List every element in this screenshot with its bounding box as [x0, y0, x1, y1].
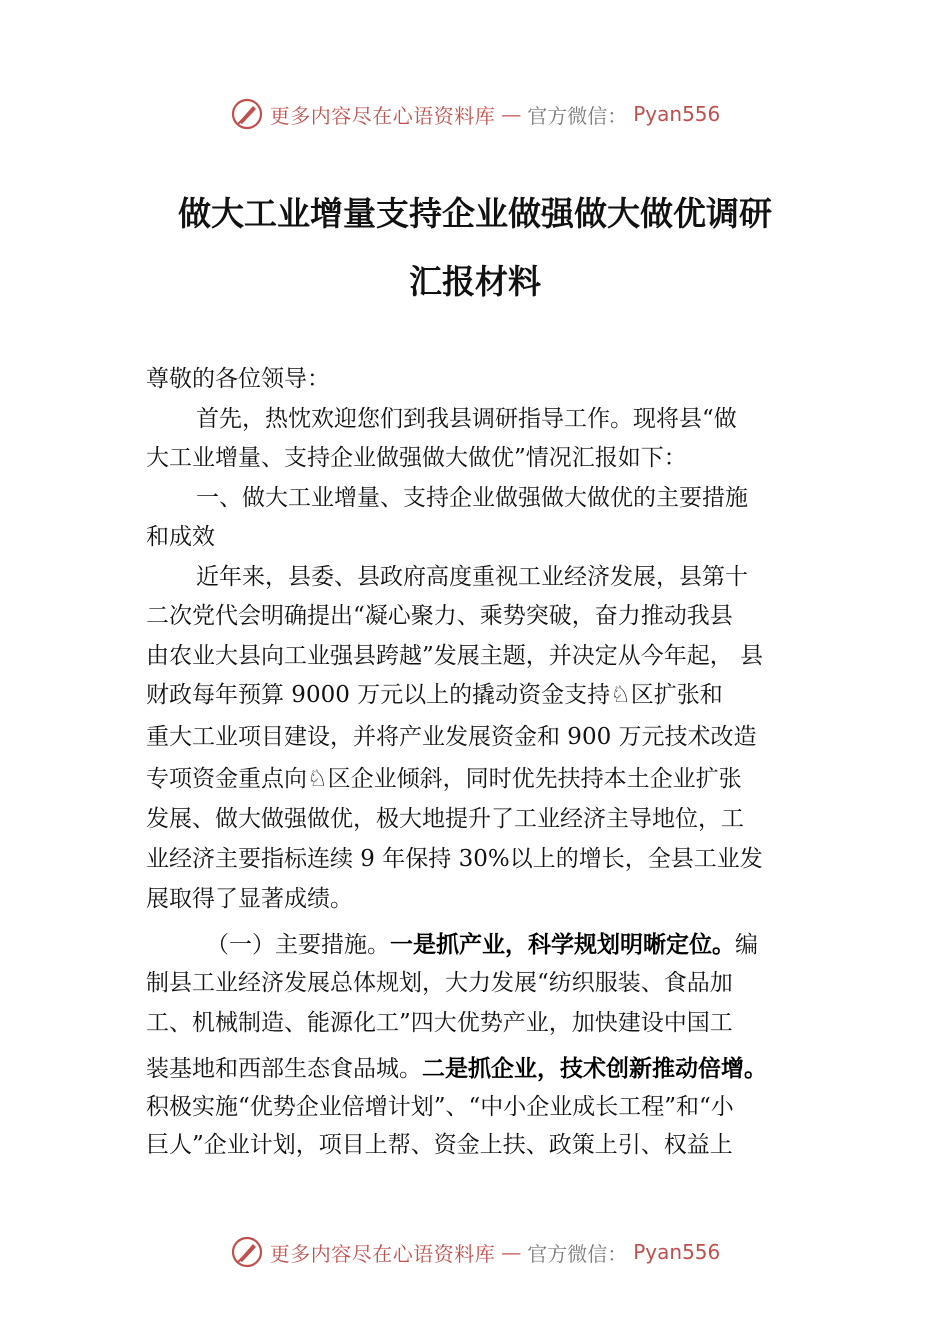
banner-separator: —: [501, 102, 522, 126]
body-line: 首先，热忱欢迎您们到我县调研指导工作。现将县“做: [196, 406, 737, 432]
body-line: 展取得了显著成绩。: [146, 886, 353, 912]
section-heading: 一、做大工业增量、支持企业做强做大做优的主要措施: [196, 485, 748, 511]
banner-handle-label: 官方微信：: [527, 1241, 628, 1266]
banner-handle: Pyan556: [633, 102, 721, 126]
body-line: 发展、做大做强做优，极大地提升了工业经济主导地位，工: [146, 806, 744, 832]
banner-separator: —: [501, 1240, 522, 1264]
body-line: 巨人”企业计划，项目上帮、资金上扶、政策上引、权益上: [146, 1132, 733, 1158]
body-line: 由农业大县向工业强县跨越”发展主题，并决定从今年起， 县: [146, 643, 764, 669]
body-line: 重大工业项目建设，并将产业发展资金和 900 万元技术改造: [146, 724, 757, 750]
quill-seal-icon: [230, 1235, 264, 1269]
measures-label: （一）主要措施。: [206, 932, 390, 958]
body-line: 工、机械制造、能源化工”四大优势产业，加快建设中国工: [146, 1010, 733, 1036]
emphasis-line: [146, 1054, 826, 1084]
measures-line: [206, 930, 886, 960]
body-line: 财政每年预算 9000 万元以上的撬动资金支持♘区扩张和: [146, 682, 723, 708]
banner-brand-text: 更多内容尽在心语资料库: [269, 1241, 496, 1266]
body-line: 大工业增量、支持企业做强做大做优”情况汇报如下：: [146, 445, 687, 471]
body-line: 专项资金重点向♘区企业倾斜，同时优先扶持本土企业扩张: [146, 766, 742, 792]
quill-seal-icon: [230, 97, 264, 131]
emphasis-point-1: 一是抓产业，科学规划明晰定位。: [390, 932, 735, 958]
body-line: 业经济主要指标连续 9 年保持 30%以上的增长，全县工业发: [146, 846, 763, 872]
banner-brand-text: 更多内容尽在心语资料库: [269, 103, 496, 128]
section-heading-cont: 和成效: [146, 524, 215, 550]
body-line: 积极实施“优势企业倍增计划”、“中小企业成长工程”和“小: [146, 1094, 734, 1120]
banner-handle: Pyan556: [633, 1240, 721, 1264]
body-line: 二次党代会明确提出“凝心聚力、乘势突破，奋力推动我县: [146, 603, 733, 629]
body-line: 近年来，县委、县政府高度重视工业经济发展，县第十: [196, 564, 748, 590]
salutation: 尊敬的各位领导：: [146, 366, 330, 392]
watermark-banner-top: [0, 94, 950, 134]
measures-cont: 编: [735, 932, 758, 958]
emphasis-point-2: 二是抓企业，技术创新推动倍增。: [422, 1056, 767, 1082]
body-line: 制县工业经济发展总体规划，大力发展“纺织服装、食品加: [146, 970, 733, 996]
body-segment: 装基地和西部生态食品城。: [146, 1056, 422, 1082]
banner-handle-label: 官方微信：: [527, 103, 628, 128]
document-title-line-2: 汇报材料: [409, 262, 541, 301]
watermark-banner-bottom: [0, 1232, 950, 1272]
document-title-line-1: 做大工业增量支持企业做强做大做优调研: [178, 194, 772, 233]
